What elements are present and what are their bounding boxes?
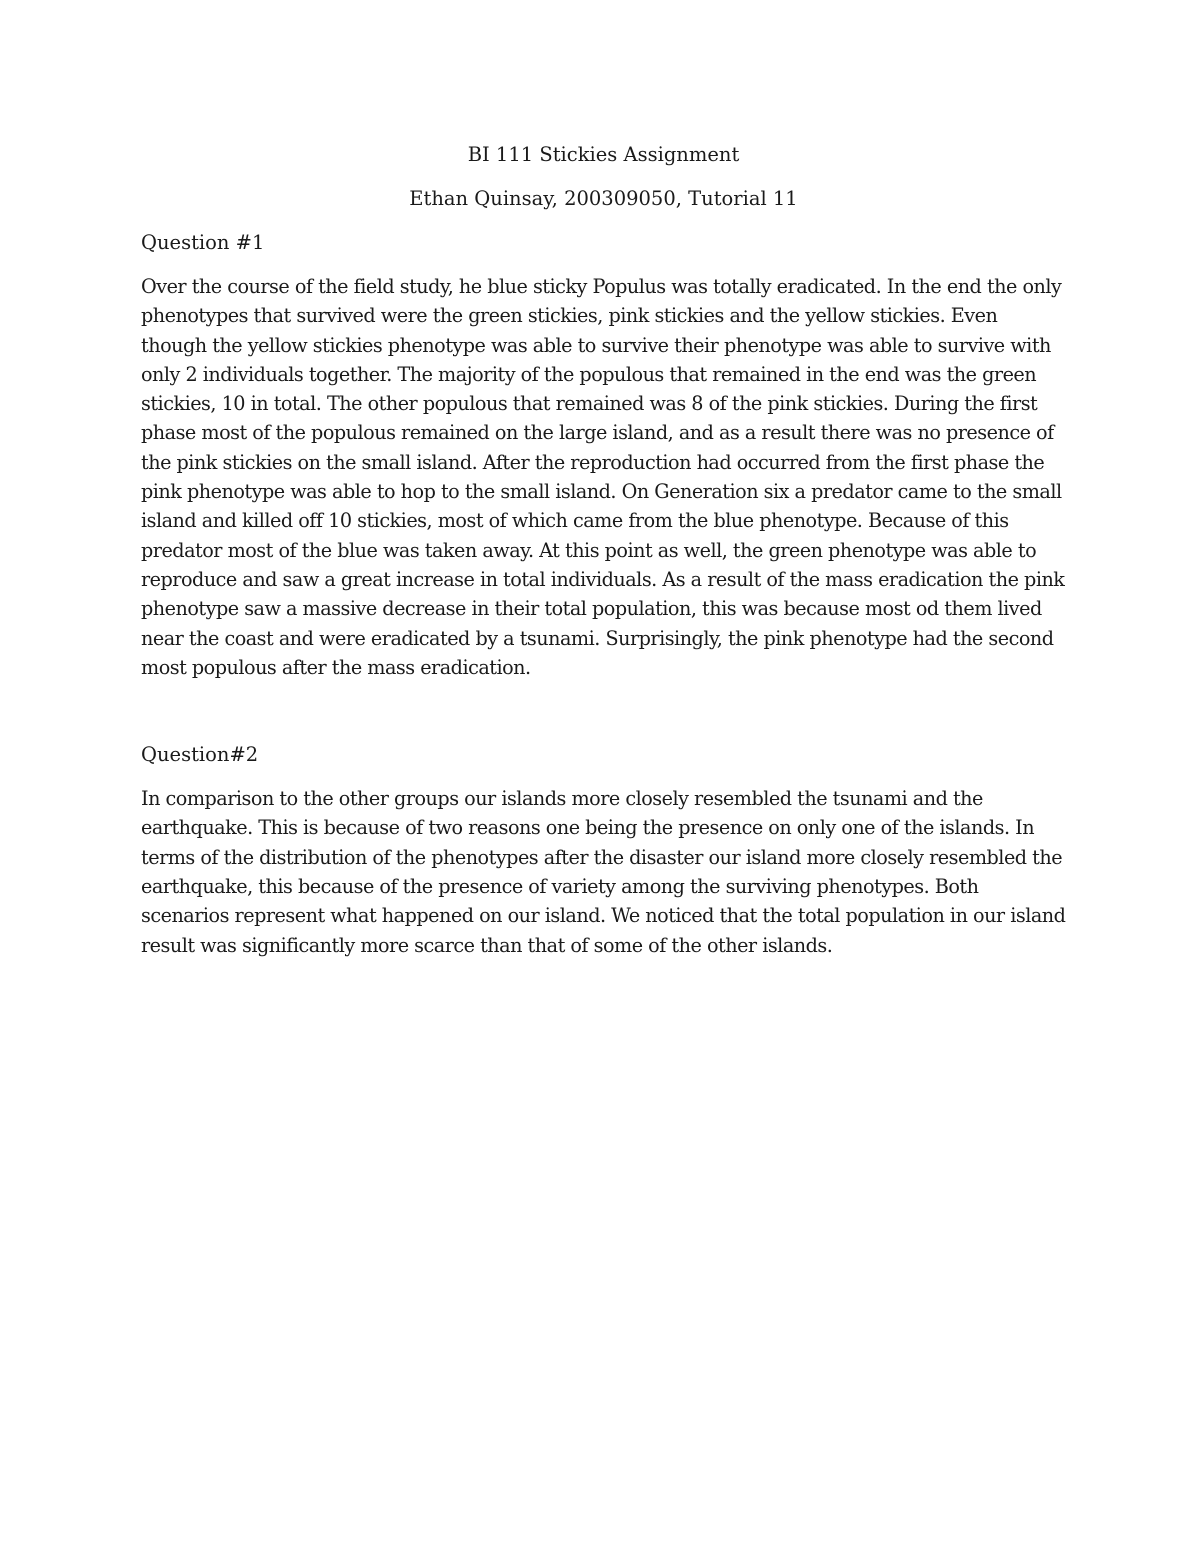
question-1-heading: Question #1 [141,231,265,254]
document-title: BI 111 Stickies Assignment [467,143,740,166]
author-line: Ethan Quinsay, 200309050, Tutorial 11 [409,187,798,210]
question-2-answer: In comparison to the other groups our islands more closely resembled the tsunami and the earthquake. This is because of two reasons one being the presence on only one of the islands. In terms of the distribution of the phenotypes after the disaster our island more closely resembled the earthquake, this because of the presence of variety among the surviving phenotypes. Both scenarios represent what happened on our island. We noticed that the total population in our island result was significantly more scarce than that of some of the other islands. [141,787,1066,957]
document-content [141,140,1066,960]
question-2-heading: Question#2 [141,743,259,767]
question-1-answer: Over the course of the field study, he blue sticky Populus was totally eradicated. In the end the only phenotypes that survived were the green stickies, pink stickies and the yellow stickies. Even though the yellow stickies phenotype was able to survive their phenotype was able to survive with only 2 individuals together. The majority of the populous that remained in the end was the green stickies, 10 in total. The other populous that remained was 8 of the pink stickies. During the first phase most of the populous remained on the large island, and as a result there was no presence of the pink stickies on the small island. After the reproduction had occurred from the first phase the pink phenotype was able to hop to the small island. On Generation six a predator came to the small island and killed off 10 stickies, most of which came from the blue phenotype. Because of this predator most of the blue was taken away. At this point as well, the green phenotype was able to reproduce and saw a great increase in total individuals. As a result of the mass eradication the pink phenotype saw a massive decrease in their total population, this was because most od them lived near the coast and were eradicated by a tsunami. Surprisingly, the pink phenotype had the second most populous after the mass eradication. [141,275,1065,679]
